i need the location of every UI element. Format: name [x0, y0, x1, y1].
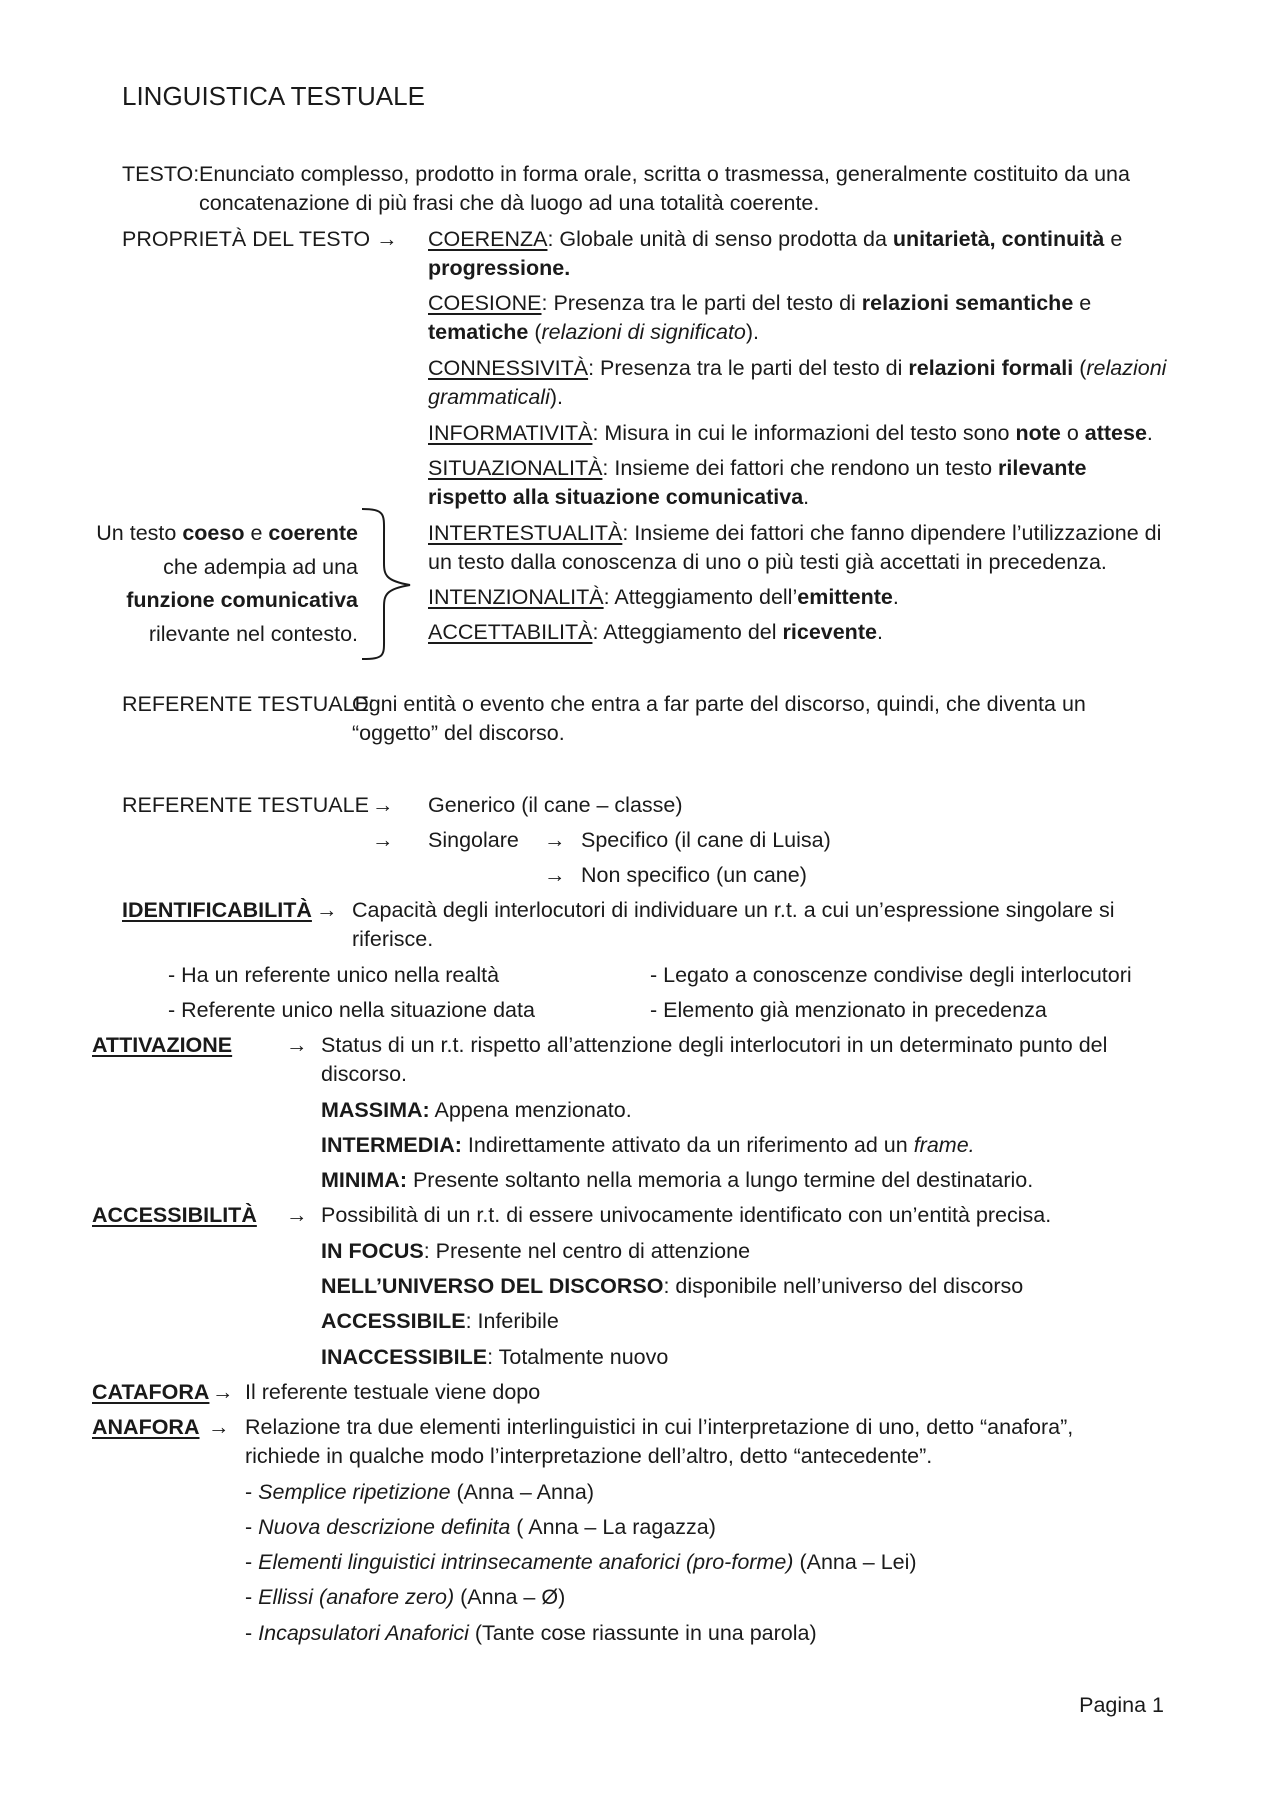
arrow-icon: → — [212, 1380, 234, 1404]
identificabilita-left-1: - Ha un referente unico nella realtà — [168, 963, 500, 987]
attivazione-line-1: Status di un r.t. rispetto all’attenzione degli interlocutori in un determinato punto del — [321, 1033, 1108, 1057]
accessibilita-focus — [321, 1237, 750, 1266]
proprieta-label-text: PROPRIETÀ DEL TESTO — [122, 227, 371, 251]
accessibilita-line-1: Possibilità di un r.t. di essere univocamente identificato con un’entità precisa. — [321, 1203, 1052, 1227]
list-item-rest: (Anna – Anna) — [450, 1480, 594, 1504]
arrow-icon: → — [544, 863, 566, 887]
arrow-icon: → — [286, 1033, 308, 1057]
coesione-line-2 — [428, 318, 759, 347]
list-item-italic: Ellissi (anafore zero) — [258, 1585, 455, 1609]
list-dash: - — [245, 1621, 259, 1645]
informativita-text-2: o — [1060, 421, 1085, 445]
side-note-line-1 — [96, 519, 358, 548]
connessivita-line-2 — [428, 383, 563, 412]
intermedia-value: Indirettamente attivato da un riferimento ad un — [461, 1133, 914, 1157]
accessibilita-inaccessibile — [321, 1343, 668, 1372]
intenzionalita-text: : Atteggiamento dell’ — [603, 585, 798, 609]
list-item — [245, 1513, 716, 1542]
list-item-rest: ( Anna – La ragazza) — [510, 1515, 716, 1539]
anafora-line-1: Relazione tra due elementi interlinguistici in cui l’interpretazione di uno, detto “anafora”, — [245, 1415, 1074, 1439]
identificabilita-right-1: - Legato a conoscenze condivise degli interlocutori — [650, 963, 1132, 987]
referente-singolare: Singolare — [428, 828, 519, 852]
list-dash: - — [245, 1585, 259, 1609]
universo-key: NELL’UNIVERSO DEL DISCORSO — [321, 1274, 664, 1298]
side-note-line-3: funzione comunicativa — [126, 588, 358, 612]
coesione-bold: relazioni semantiche — [861, 291, 1074, 315]
identificabilita-term: IDENTIFICABILITÀ — [122, 898, 312, 922]
testo-label: TESTO: — [122, 162, 200, 186]
testo-line-2: concatenazione di più frasi che dà luogo ad una totalità coerente. — [199, 191, 820, 215]
list-item-italic: Incapsulatori Anaforici — [258, 1621, 469, 1645]
connessivita-bold: relazioni formali — [908, 356, 1074, 380]
identificabilita-line-2: riferisce. — [352, 927, 434, 951]
arrow-icon: → — [372, 793, 394, 817]
minima-key: MINIMA: — [321, 1168, 407, 1192]
accettabilita-end: . — [876, 620, 883, 644]
page-number: Pagina 1 — [1079, 1693, 1164, 1717]
referente-def-label: REFERENTE TESTUALE: — [122, 692, 375, 716]
accettabilita-term: ACCETTABILITÀ — [428, 620, 593, 644]
intenzionalita-line — [428, 583, 899, 612]
situazionalita-line-2 — [428, 483, 809, 512]
connessivita-italic-2: grammaticali — [428, 385, 550, 409]
intertestualita-line-1 — [428, 519, 1161, 548]
referente-generico: Generico (il cane – classe) — [428, 793, 683, 817]
situazionalita-text: : Insieme dei fattori che rendono un testo — [602, 456, 999, 480]
attivazione-term: ATTIVAZIONE — [92, 1033, 233, 1057]
coerenza-line-1 — [428, 225, 1122, 254]
list-item-italic: Elementi linguistici intrinsecamente anaforici (pro-forme) — [258, 1550, 794, 1574]
side-note-bold-2: coerente — [268, 521, 358, 545]
connessivita-text: : Presenza tra le parti del testo di — [588, 356, 909, 380]
situazionalita-line-1 — [428, 454, 1086, 483]
informativita-bold-2: attese — [1084, 421, 1147, 445]
massima-key: MASSIMA: — [321, 1098, 430, 1122]
coesione-term: COESIONE — [428, 291, 542, 315]
arrow-icon: → — [544, 828, 566, 852]
informativita-text: : Misura in cui le informazioni del testo sono — [592, 421, 1016, 445]
list-item — [245, 1619, 817, 1648]
coesione-line-1 — [428, 289, 1091, 318]
intenzionalita-end: . — [892, 585, 899, 609]
side-note-text: Un testo — [96, 521, 183, 545]
universo-value: : disponibile nell’universo del discorso — [663, 1274, 1024, 1298]
accettabilita-bold: ricevente — [782, 620, 877, 644]
accessibile-value: : Inferibile — [465, 1309, 559, 1333]
identificabilita-left-2: - Referente unico nella situazione data — [168, 998, 535, 1022]
intermedia-key: INTERMEDIA: — [321, 1133, 462, 1157]
catafora-term: CATAFORA — [92, 1380, 210, 1404]
connessivita-italic: relazioni — [1086, 356, 1167, 380]
accessibilita-universo — [321, 1272, 1023, 1301]
informativita-end: . — [1146, 421, 1153, 445]
attivazione-line-2: discorso. — [321, 1062, 408, 1086]
intenzionalita-bold: emittente — [797, 585, 893, 609]
identificabilita-right-2: - Elemento già menzionato in precedenza — [650, 998, 1047, 1022]
list-item-rest: (Anna – Ø) — [454, 1585, 566, 1609]
list-dash: - — [245, 1480, 259, 1504]
coesione-paren-end: ). — [745, 320, 760, 344]
intermedia-italic: frame. — [913, 1133, 975, 1157]
coerenza-term: COERENZA — [428, 227, 548, 251]
coerenza-bold: unitarietà, continuità — [892, 227, 1105, 251]
catafora-text: Il referente testuale viene dopo — [245, 1380, 541, 1404]
coesione-text-end: e — [1073, 291, 1092, 315]
side-note-bold-1: coeso — [182, 521, 245, 545]
coesione-italic: relazioni di significato — [541, 320, 746, 344]
anafora-line-2: richiede in qualche modo l’interpretazione dell’altro, detto “antecedente”. — [245, 1444, 933, 1468]
informativita-term: INFORMATIVITÀ — [428, 421, 593, 445]
side-note-line-4: rilevante nel contesto. — [148, 622, 358, 646]
situazionalita-bold: rilevante — [998, 456, 1087, 480]
situazionalita-term: SITUAZIONALITÀ — [428, 456, 603, 480]
informativita-line — [428, 419, 1153, 448]
focus-key: IN FOCUS — [321, 1239, 424, 1263]
list-dash: - — [245, 1515, 259, 1539]
arrow-icon: → — [286, 1203, 308, 1227]
testo-line-1: Enunciato complesso, prodotto in forma orale, scritta o trasmessa, generalmente costituito da una — [199, 162, 1130, 186]
referente-non-specifico: Non specifico (un cane) — [581, 863, 807, 887]
minima-value: Presente soltanto nella memoria a lungo termine del destinatario. — [406, 1168, 1034, 1192]
list-item — [245, 1548, 917, 1577]
connessivita-line-1 — [428, 354, 1166, 383]
arrow-icon: → — [376, 227, 398, 251]
identificabilita-line-1: Capacità degli interlocutori di individuare un r.t. a cui un’espressione singolare si — [352, 898, 1115, 922]
referente-def-line-1: Ogni entità o evento che entra a far parte del discorso, quindi, che diventa un — [352, 692, 1086, 716]
connessivita-term: CONNESSIVITÀ — [428, 356, 589, 380]
side-note-line-2: che adempia ad una — [163, 555, 358, 579]
connessivita-paren-end: ). — [549, 385, 564, 409]
coesione-paren: ( — [528, 320, 542, 344]
intertestualita-term: INTERTESTUALITÀ — [428, 521, 623, 545]
list-item-rest: (Anna – Lei) — [793, 1550, 917, 1574]
anafora-term: ANAFORA — [92, 1415, 200, 1439]
accessibilita-accessibile — [321, 1307, 559, 1336]
list-item-italic: Semplice ripetizione — [258, 1480, 451, 1504]
coerenza-text-end: e — [1104, 227, 1123, 251]
coerenza-line-2: progressione. — [428, 256, 571, 280]
accessibilita-term: ACCESSIBILITÀ — [92, 1203, 257, 1227]
list-item-italic: Nuova descrizione definita — [258, 1515, 511, 1539]
list-item — [245, 1583, 565, 1612]
situazionalita-bold-2: rispetto alla situazione comunicativa — [428, 485, 804, 509]
coerenza-text: : Globale unità di senso prodotta da — [547, 227, 893, 251]
attivazione-minima — [321, 1166, 1033, 1195]
list-item — [245, 1478, 594, 1507]
connessivita-paren: ( — [1073, 356, 1087, 380]
situazionalita-end: . — [803, 485, 810, 509]
arrow-icon: → — [372, 828, 394, 852]
attivazione-intermedia — [321, 1131, 975, 1160]
inaccessibile-key: INACCESSIBILE — [321, 1345, 488, 1369]
attivazione-massima — [321, 1096, 632, 1125]
page-title: LINGUISTICA TESTUALE — [122, 81, 425, 111]
intertestualita-line-2: un testo dalla conoscenza di uno o più testi già accettati in precedenza. — [428, 550, 1107, 574]
intenzionalita-term: INTENZIONALITÀ — [428, 585, 604, 609]
referente-def-line-2: “oggetto” del discorso. — [352, 721, 565, 745]
accettabilita-text: : Atteggiamento del — [592, 620, 783, 644]
list-item-rest: (Tante cose riassunte in una parola) — [468, 1621, 817, 1645]
referente-tree-label: REFERENTE TESTUALE — [122, 793, 369, 817]
accessibile-key: ACCESSIBILE — [321, 1309, 466, 1333]
referente-specifico: Specifico (il cane di Luisa) — [581, 828, 831, 852]
arrow-icon: → — [316, 898, 338, 922]
list-dash: - — [245, 1550, 259, 1574]
side-note-text-2: e — [244, 521, 269, 545]
proprieta-label — [122, 225, 398, 254]
intertestualita-text: : Insieme dei fattori che fanno dipendere l’utilizzazione di — [622, 521, 1162, 545]
curly-brace-icon — [356, 505, 420, 663]
focus-value: : Presente nel centro di attenzione — [423, 1239, 751, 1263]
arrow-icon: → — [208, 1415, 230, 1439]
coesione-text: : Presenza tra le parti del testo di — [541, 291, 862, 315]
coesione-bold-2: tematiche — [428, 320, 529, 344]
informativita-bold-1: note — [1015, 421, 1061, 445]
accettabilita-line — [428, 618, 883, 647]
inaccessibile-value: : Totalmente nuovo — [487, 1345, 669, 1369]
massima-value: Appena menzionato. — [429, 1098, 632, 1122]
